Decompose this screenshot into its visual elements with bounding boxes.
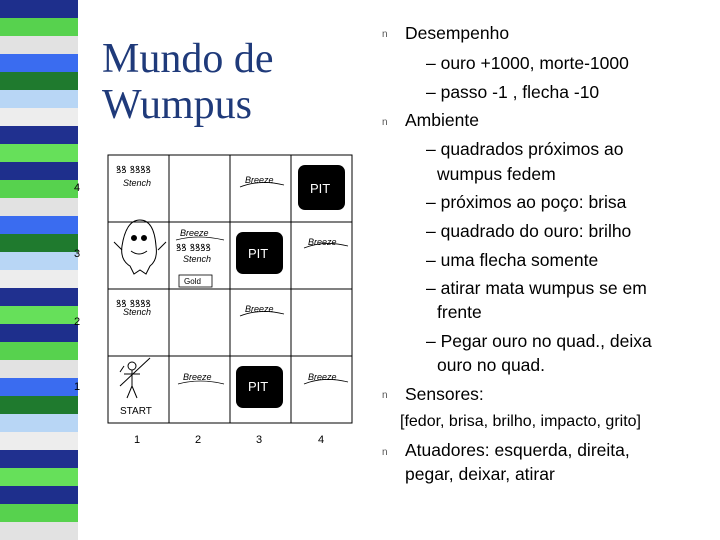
bullet-marker: n [382, 390, 388, 401]
sub-bullet: – Pegar ouro no quad., deixa [426, 331, 652, 351]
stripe-segment [0, 162, 78, 180]
row-label-3: 3 [74, 248, 81, 260]
stripe-segment [0, 0, 78, 18]
title-line-2: Wumpus [102, 82, 252, 128]
sub-bullet: – passo -1 , flecha -10 [426, 82, 600, 102]
bullet-marker: n [382, 447, 388, 458]
stripe-segment [0, 270, 78, 288]
stripe-segment [0, 306, 78, 324]
stripe-segment [0, 126, 78, 144]
sensor-list: [fedor, brisa, brilho, impacto, grito] [400, 413, 641, 430]
stripe-segment [0, 432, 78, 450]
svg-text:ꝸꝸ ꝸꝸꝸꝸ: ꝸꝸ ꝸꝸꝸꝸ [116, 299, 151, 310]
breeze-label: Breeze [308, 237, 337, 247]
col-label-4: 4 [318, 434, 325, 446]
stripe-segment [0, 216, 78, 234]
pit-label: PIT [310, 181, 331, 196]
gold-label: Gold [184, 277, 201, 286]
sub-bullet: – próximos ao poço: brisa [426, 192, 627, 212]
bullet-atuadores: Atuadores: esquerda, direita, [405, 440, 630, 460]
bullet-marker: n [382, 29, 388, 40]
stripe-segment [0, 72, 78, 90]
stripe-segment [0, 36, 78, 54]
sub-bullet-continuation: ouro no quad. [437, 355, 546, 375]
stripe-segment [0, 504, 78, 522]
sub-bullet: – ouro +1000, morte-1000 [426, 53, 629, 73]
stripe-segment [0, 90, 78, 108]
stripe-segment [0, 486, 78, 504]
stripe-segment [0, 180, 81, 198]
svg-text:ꝸꝸ ꝸꝸꝸꝸ: ꝸꝸ ꝸꝸꝸꝸ [176, 243, 211, 254]
stripe-segment [0, 378, 81, 396]
row-label-4: 4 [74, 182, 81, 194]
col-label-2: 2 [195, 434, 202, 446]
stripe-segment [0, 288, 78, 306]
stripe-segment [0, 468, 78, 486]
stripe-segment [0, 54, 78, 72]
bullet-sensores: Sensores: [405, 384, 484, 404]
row-label-2: 2 [74, 316, 81, 328]
decorative-stripe-bar [0, 0, 81, 540]
sub-bullet: – quadrados próximos ao [426, 139, 624, 159]
stripe-segment [0, 324, 78, 342]
stripe-segment [0, 18, 78, 36]
stripe-segment [0, 342, 78, 360]
pit-label: PIT [248, 246, 269, 261]
agent-hunter-icon [120, 358, 150, 398]
wumpus-world-board [68, 150, 368, 460]
stripe-segment [0, 198, 78, 216]
col-label-1: 1 [134, 434, 141, 446]
sub-bullet-continuation: frente [437, 302, 482, 322]
bullet-ambiente: Ambiente [405, 110, 479, 130]
stripe-segment [0, 360, 78, 378]
pit-label: PIT [248, 379, 269, 394]
stench-label: Stench [183, 254, 212, 264]
svg-text:ꝸꝸ ꝸꝸꝸꝸ: ꝸꝸ ꝸꝸꝸꝸ [116, 165, 151, 176]
sub-bullet: – atirar mata wumpus se em [426, 278, 647, 298]
stripe-segment [0, 396, 78, 414]
stripe-segment [0, 234, 78, 252]
breeze-label: Breeze [245, 304, 274, 314]
breeze-label: Breeze [308, 372, 337, 382]
wumpus-monster-icon [114, 220, 166, 274]
stench-label: Stench [123, 307, 152, 317]
stripe-segment [0, 108, 78, 126]
sub-bullet: – quadrado do ouro: brilho [426, 221, 632, 241]
breeze-label: Breeze [245, 175, 274, 185]
stripe-segment [0, 414, 78, 432]
breeze-label: Breeze [180, 228, 209, 238]
bullet-atuadores-continuation: pegar, deixar, atirar [405, 464, 555, 484]
stench-label: Stench [123, 178, 152, 188]
breeze-label: Breeze [183, 372, 212, 382]
bullet-desempenho: Desempenho [405, 23, 510, 43]
bullet-marker: n [382, 117, 388, 128]
start-label: START [120, 406, 152, 417]
col-label-3: 3 [256, 434, 263, 446]
stripe-segment [0, 522, 78, 540]
sub-bullet: – uma flecha somente [426, 250, 599, 270]
row-label-1: 1 [74, 381, 81, 393]
stripe-segment [0, 144, 78, 162]
sub-bullet-continuation: wumpus fedem [437, 164, 556, 184]
slide-title [102, 36, 302, 128]
stripe-segment [0, 450, 78, 468]
title-line-1: Mundo de [102, 36, 274, 82]
stripe-segment [0, 252, 78, 270]
